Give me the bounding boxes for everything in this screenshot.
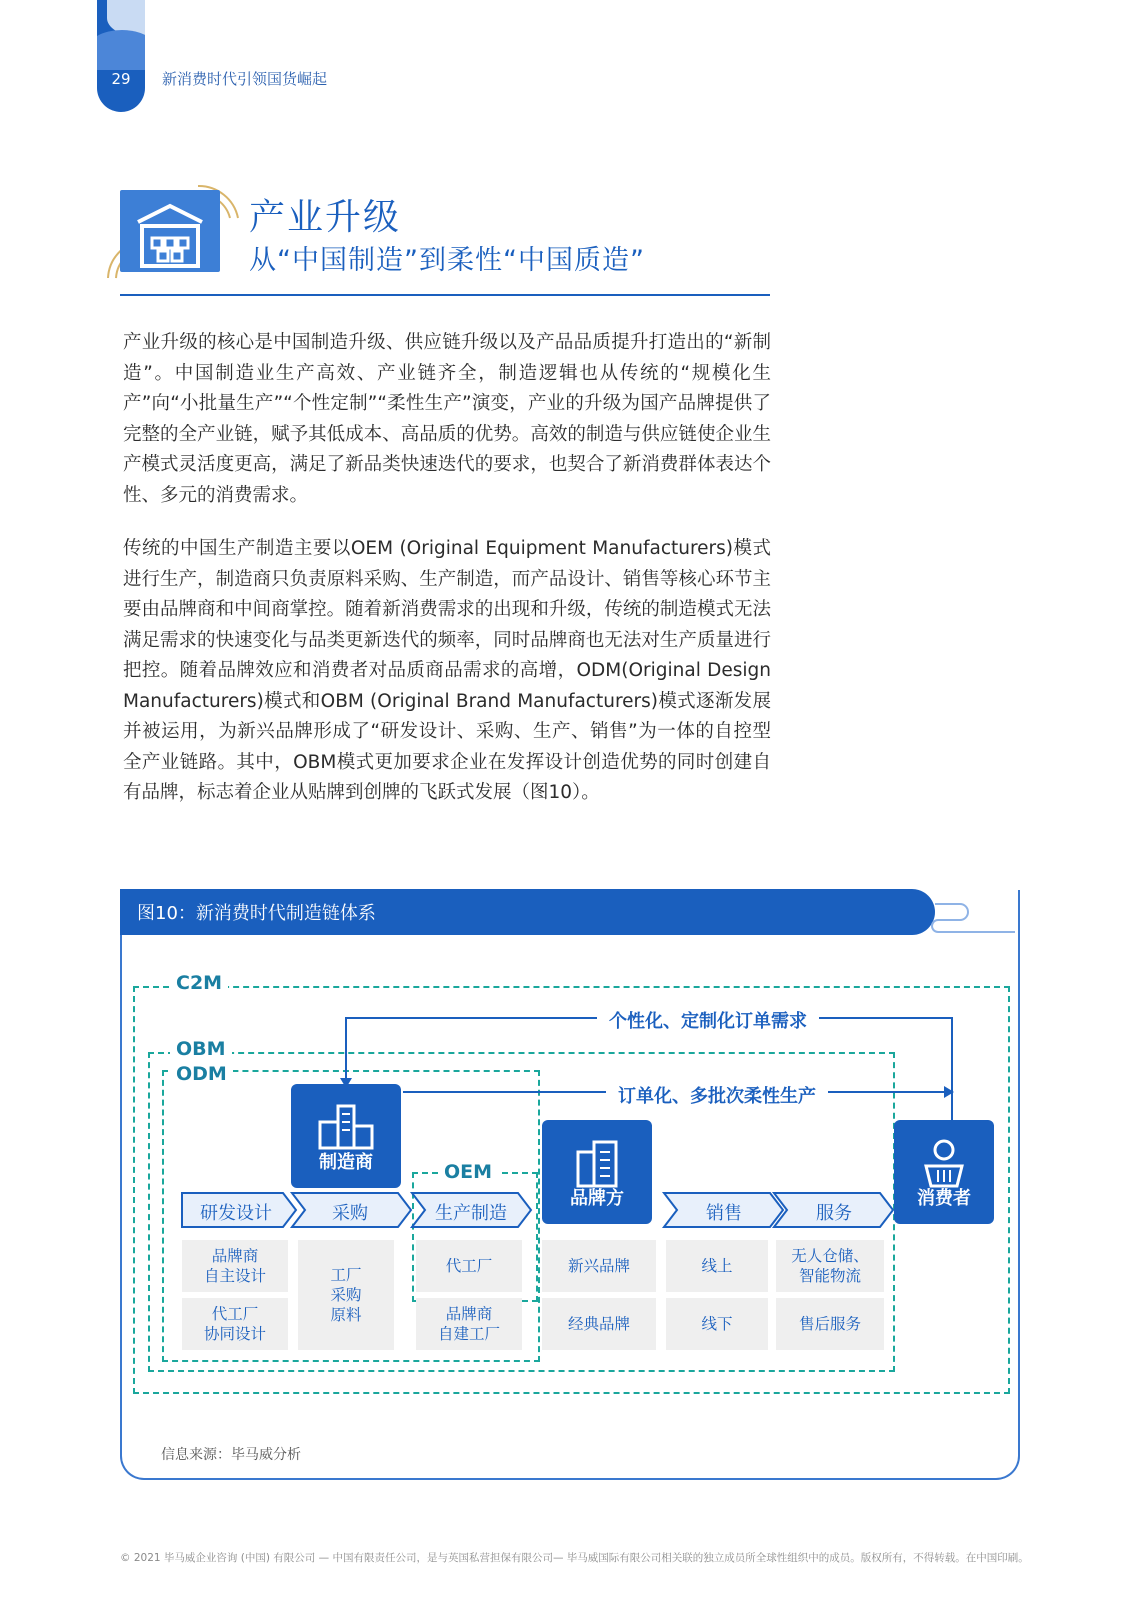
- cell-design-brand: 品牌商 自主设计: [182, 1240, 288, 1292]
- brand-label: 品牌方: [570, 1188, 624, 1209]
- manufacturer-label: 制造商: [319, 1152, 373, 1173]
- figure-title: 图10：新消费时代制造链体系: [137, 903, 376, 924]
- cell-brand-emerging: 新兴品牌: [542, 1240, 656, 1292]
- cell-brand-classic: 经典品牌: [542, 1298, 656, 1350]
- odm-label: ODM: [170, 1063, 233, 1085]
- cell-sales-online: 线上: [666, 1240, 768, 1292]
- section-title: 产业升级: [249, 197, 402, 238]
- cell-service-aftersales: 售后服务: [776, 1298, 884, 1350]
- consumer-label: 消费者: [917, 1188, 971, 1209]
- flow-mid-label: 订单化、多批次柔性生产: [606, 1082, 828, 1108]
- stage-service-label: 服务: [816, 1203, 852, 1224]
- cell-purchase: 工厂 采购 原料: [298, 1240, 394, 1350]
- figure-source: 信息来源：毕马威分析: [161, 1447, 301, 1463]
- cell-service-logistics: 无人仓储、 智能物流: [776, 1240, 884, 1292]
- stage-design-label: 研发设计: [200, 1203, 272, 1224]
- obm-label: OBM: [170, 1038, 232, 1060]
- footer-copyright: © 2021 毕马威企业咨询 (中国) 有限公司 — 中国有限责任公司，是与英国私营担保有限公司— 毕马威国际有限公司相关联的独立成员所全球性组织中的成员。版权所有，不得转载。在中国印刷。: [120, 1552, 1029, 1564]
- body-paragraph-1: 产业升级的核心是中国制造升级、供应链升级以及产品品质提升打造出的“新制造”。中国制造业生产高效、产业链齐全，制造逻辑也从传统的“规模化生产”向“小批量生产”“个性定制”“柔性生产”演变，产业的升级为国产品牌提供了完整的全产业链，赋予其低成本、高品质的优势。高效的制造与供应链使企业生产模式灵活度更高，满足了新品类快速迭代的要求，也契合了新消费群体表达个性、多元的消费需求。: [123, 332, 771, 506]
- section-subtitle: 从“中国制造”到柔性“中国质造”: [249, 245, 645, 276]
- c2m-label: C2M: [170, 972, 228, 994]
- running-header-title: 新消费时代引领国货崛起: [162, 70, 328, 88]
- oem-label: OEM: [438, 1161, 498, 1183]
- body-paragraph-2: 传统的中国生产制造主要以OEM (Original Equipment Manufacturers)模式进行生产，制造商只负责原料采购、生产制造，而产品设计、销售等核心环节主要由品牌商和中间商掌控。随着新消费需求的出现和升级，传统的制造模式无法满足需求的快速变化与品类更新迭代的频率，同时品牌商也无法对生产质量进行把控。随着品牌效应和消费者对品质商品需求的高增，ODM(Original Design Manufacturers)模式和OBM (Original Brand Manufacturers)模式逐渐发展并被运用，为新兴品牌形成了“研发设计、采购、生产、销售”为一体的自控型全产业链路。其中，OBM模式更加要求企业在发挥设计创造优势的同时创建自有品牌，标志着企业从贴牌到创牌的飞跃式发展（图10）。: [123, 538, 771, 803]
- stage-sales-label: 销售: [706, 1203, 742, 1224]
- stage-purchase-label: 采购: [332, 1203, 368, 1224]
- stage-production-label: 生产制造: [435, 1203, 507, 1224]
- cell-design-oem: 代工厂 协同设计: [182, 1298, 288, 1350]
- flow-top-label: 个性化、定制化订单需求: [597, 1007, 819, 1033]
- cell-production-brand: 品牌商 自建工厂: [416, 1298, 522, 1350]
- page-number: 29: [111, 70, 131, 88]
- cell-production-oem: 代工厂: [416, 1240, 522, 1292]
- cell-sales-offline: 线下: [666, 1298, 768, 1350]
